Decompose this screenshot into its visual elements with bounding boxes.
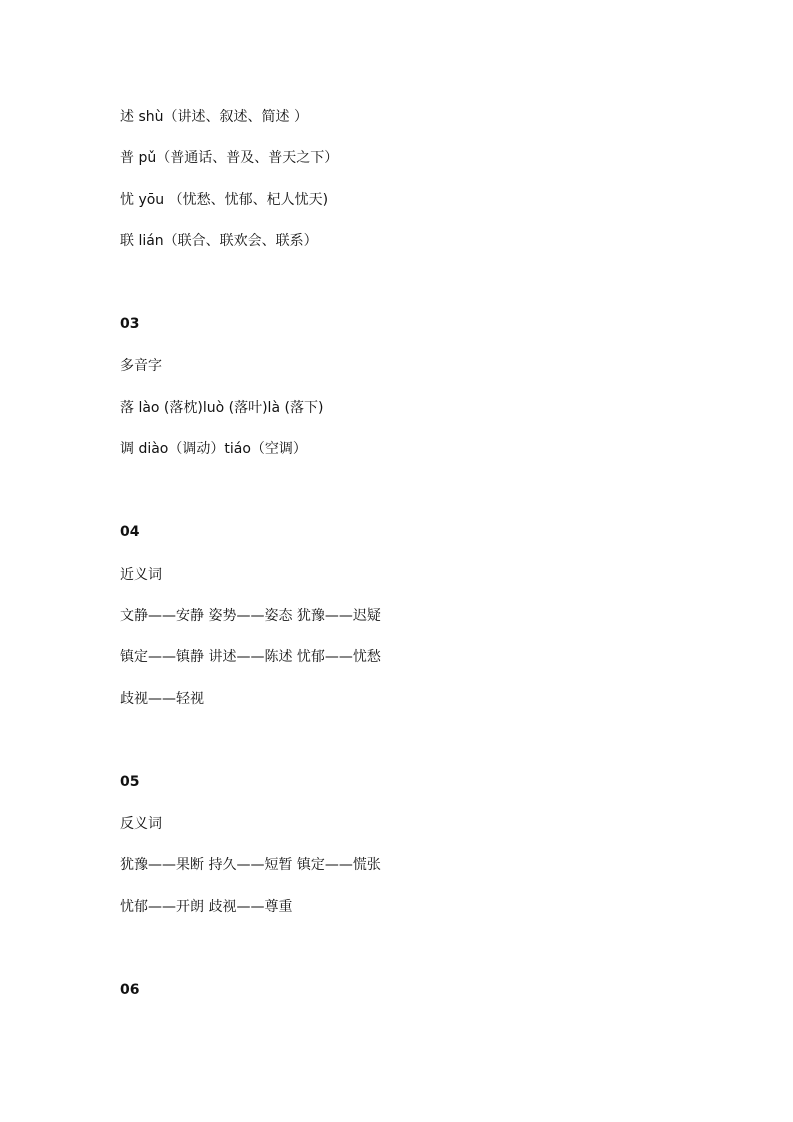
- polyphonic-entry-luo: 落 lào (落枕)luò (落叶)là (落下): [120, 400, 324, 416]
- pinyin-entry-you: 忧 yōu （忧愁、忧郁、杞人忧天): [120, 192, 329, 208]
- pinyin-entry-shu: 述 shù（讲述、叙述、简述 ）: [120, 109, 308, 125]
- section-title-antonyms: 反义词: [120, 816, 162, 832]
- section-title-synonyms: 近义词: [120, 567, 162, 583]
- synonym-row-3: 歧视——轻视: [120, 691, 204, 707]
- antonym-row-2: 忧郁——开朗 歧视——尊重: [120, 899, 293, 915]
- section-number-04: 04: [120, 524, 140, 540]
- synonym-row-2: 镇定——镇静 讲述——陈述 忧郁——忧愁: [120, 649, 381, 665]
- section-number-03: 03: [120, 316, 140, 332]
- polyphonic-entry-diao: 调 diào（调动）tiáo（空调）: [120, 441, 307, 457]
- section-number-06: 06: [120, 982, 140, 998]
- antonym-row-1: 犹豫——果断 持久——短暂 镇定——慌张: [120, 857, 381, 873]
- synonym-row-1: 文静——安静 姿势——姿态 犹豫——迟疑: [120, 608, 381, 624]
- pinyin-entry-lian: 联 lián（联合、联欢会、联系）: [120, 233, 318, 249]
- pinyin-entry-pu: 普 pǔ（普通话、普及、普天之下）: [120, 150, 339, 166]
- section-title-polyphonic: 多音字: [120, 358, 162, 374]
- section-number-05: 05: [120, 774, 140, 790]
